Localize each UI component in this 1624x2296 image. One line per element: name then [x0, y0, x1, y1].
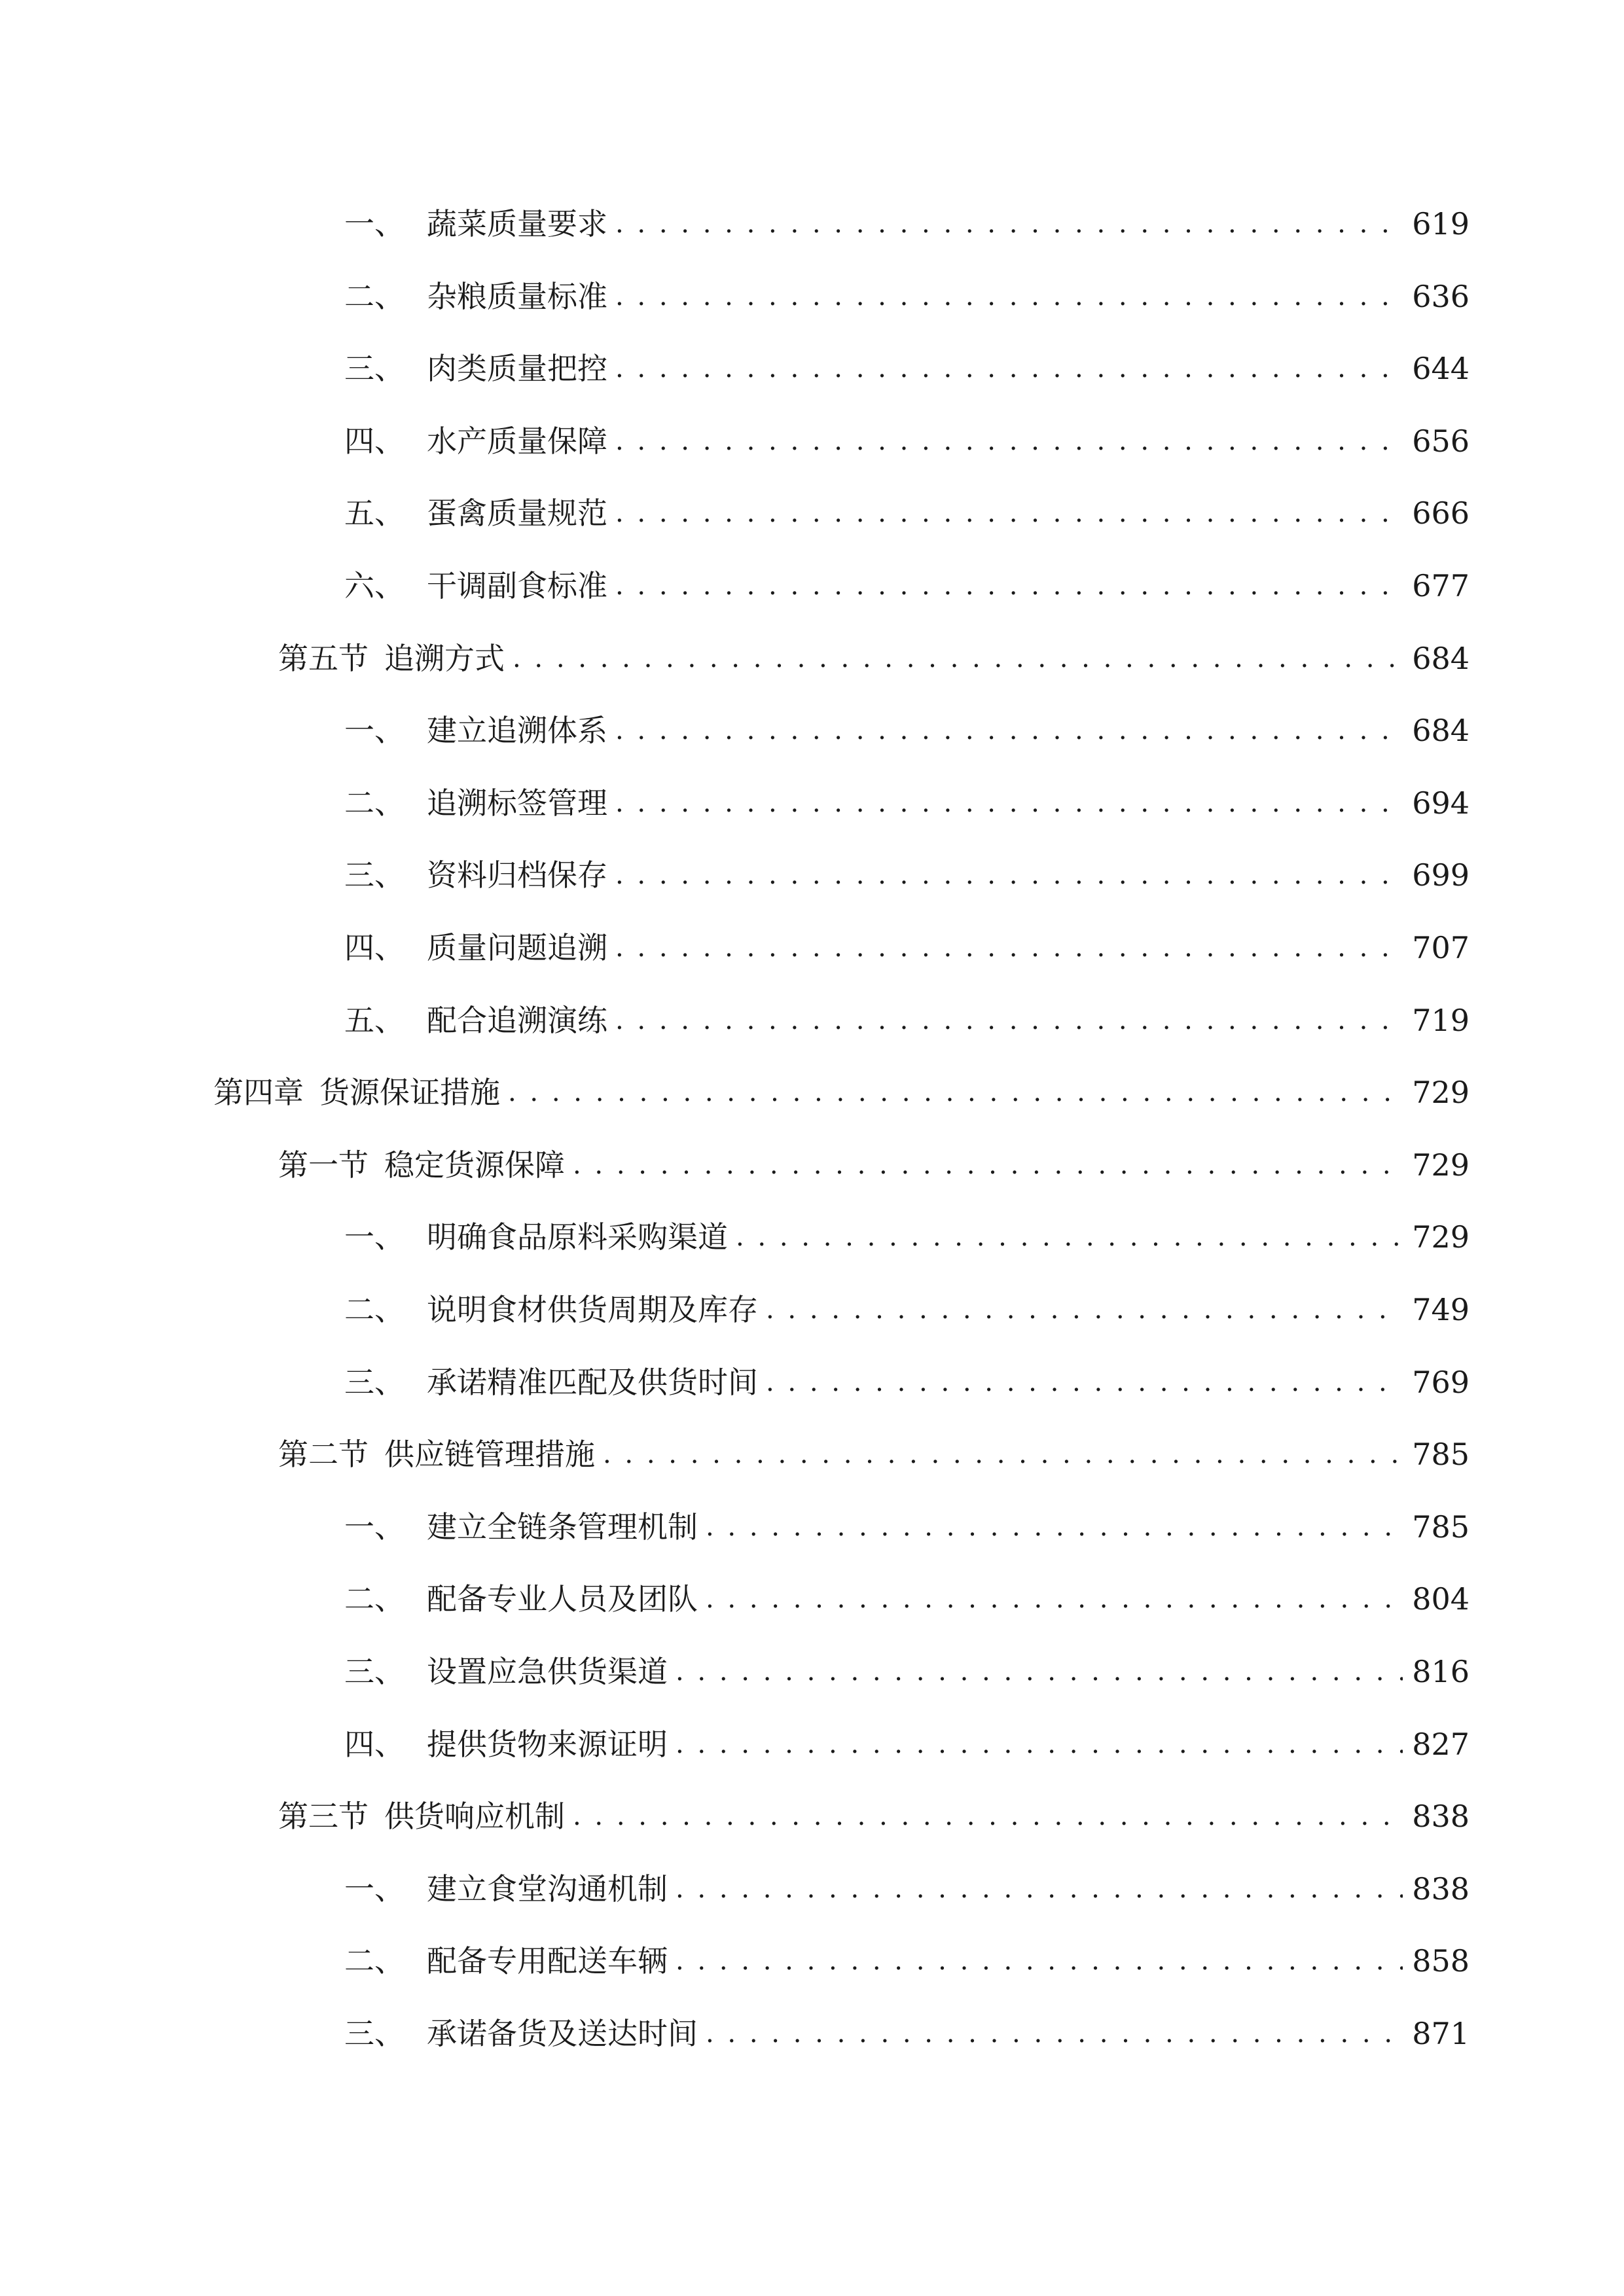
- toc-entry[interactable]: [344, 1348, 1470, 1401]
- toc-entry-page: 729: [1412, 1219, 1470, 1255]
- toc-dot-leader: [513, 640, 1403, 677]
- toc-entry-title: 供应链管理措施: [384, 1437, 595, 1473]
- toc-entry[interactable]: [344, 1276, 1470, 1328]
- toc-entry-title: 说明食材供货周期及库存: [427, 1292, 758, 1327]
- toc-dot-leader: [508, 1074, 1403, 1111]
- toc-entry-number: 第五节: [278, 640, 369, 676]
- toc-entry[interactable]: [344, 769, 1470, 821]
- toc-entry-title: 杂粮质量标准: [427, 278, 607, 314]
- toc-entry-title: 承诺精准匹配及供货时间: [427, 1364, 758, 1400]
- toc-entry[interactable]: [278, 624, 1470, 677]
- toc-entry-number: 二、: [344, 1581, 405, 1617]
- toc-entry[interactable]: [344, 1638, 1470, 1690]
- toc-entry-title: 水产质量保障: [427, 423, 607, 459]
- toc-dot-leader: [676, 1726, 1403, 1763]
- toc-entry-number: 二、: [344, 1943, 405, 1979]
- toc-dot-leader: [615, 567, 1403, 604]
- toc-dot-leader: [706, 1509, 1403, 1545]
- toc-entry-title: 追溯方式: [384, 640, 505, 676]
- toc-entry-number: 三、: [344, 857, 405, 893]
- toc-dot-leader: [766, 1364, 1403, 1401]
- toc-entry[interactable]: [344, 914, 1470, 966]
- toc-dot-leader: [706, 2015, 1403, 2052]
- toc-dot-leader: [615, 206, 1403, 242]
- toc-entry-title: 建立追溯体系: [427, 713, 607, 749]
- toc-entry-number: 一、: [344, 1219, 405, 1255]
- toc-entry-page: 871: [1412, 2016, 1470, 2051]
- toc-entry-number: 四、: [344, 1726, 405, 1762]
- toc-entry-page: 785: [1412, 1509, 1470, 1545]
- toc-entry-number: 三、: [344, 351, 405, 387]
- toc-entry-number: 三、: [344, 1364, 405, 1400]
- toc-entry-page: 619: [1412, 206, 1470, 242]
- toc-entry-page: 677: [1412, 568, 1470, 603]
- toc-entry-title: 肉类质量把控: [427, 351, 607, 387]
- toc-entry[interactable]: [278, 1782, 1470, 1835]
- toc-entry[interactable]: [278, 1131, 1470, 1183]
- toc-dot-leader: [573, 1798, 1403, 1835]
- toc-entry-number: 一、: [344, 1509, 405, 1545]
- toc-entry-title: 质量问题追溯: [427, 930, 607, 965]
- toc-dot-leader: [676, 1653, 1403, 1690]
- toc-entry[interactable]: [344, 479, 1470, 531]
- toc-entry-number: 五、: [344, 1002, 405, 1038]
- toc-entry[interactable]: [344, 1710, 1470, 1763]
- toc-entry[interactable]: [344, 552, 1470, 604]
- toc-entry-title: 资料归档保存: [427, 857, 607, 893]
- toc-entry-page: 858: [1412, 1943, 1470, 1979]
- toc-entry-number: 第一节: [278, 1147, 369, 1183]
- toc-entry-page: 699: [1412, 857, 1470, 893]
- toc-entry-page: 707: [1412, 930, 1470, 965]
- toc-entry-number: 第四章: [213, 1075, 304, 1111]
- toc-dot-leader: [615, 712, 1403, 749]
- toc-entry-title: 配备专用配送车辆: [427, 1943, 668, 1979]
- toc-entry[interactable]: [344, 407, 1470, 459]
- toc-entry[interactable]: [344, 1203, 1470, 1255]
- toc-entry-number: 一、: [344, 713, 405, 749]
- toc-entry[interactable]: [344, 986, 1470, 1039]
- toc-entry-page: 729: [1412, 1075, 1470, 1111]
- toc-entry[interactable]: [344, 841, 1470, 893]
- toc-dot-leader: [603, 1436, 1403, 1473]
- toc-entry-page: 666: [1412, 495, 1470, 531]
- toc-entry-title: 明确食品原料采购渠道: [427, 1219, 728, 1255]
- toc-entry-page: 827: [1412, 1726, 1470, 1762]
- toc-entry-page: 636: [1412, 278, 1470, 314]
- toc-entry[interactable]: [213, 1058, 1470, 1111]
- toc-entry-page: 684: [1412, 640, 1470, 676]
- toc-entry-number: 第二节: [278, 1437, 369, 1473]
- toc-dot-leader: [615, 785, 1403, 821]
- toc-entry-page: 719: [1412, 1002, 1470, 1038]
- toc-entry-title: 建立全链条管理机制: [427, 1509, 698, 1545]
- toc-entry[interactable]: [344, 334, 1470, 387]
- toc-entry-title: 配合追溯演练: [427, 1002, 607, 1038]
- toc-entry-page: 644: [1412, 351, 1470, 387]
- toc-entry[interactable]: [344, 696, 1470, 749]
- toc-entry-title: 提供货物来源证明: [427, 1726, 668, 1762]
- toc-entry-title: 承诺备货及送达时间: [427, 2016, 698, 2051]
- toc-entry[interactable]: [278, 1420, 1470, 1473]
- toc-entry[interactable]: [344, 2000, 1470, 2052]
- toc-dot-leader: [676, 1871, 1403, 1907]
- toc-dot-leader: [676, 1943, 1403, 1979]
- toc-entry-number: 一、: [344, 1871, 405, 1907]
- toc-entry-page: 749: [1412, 1292, 1470, 1327]
- toc-dot-leader: [706, 1581, 1403, 1617]
- toc-entry-page: 656: [1412, 423, 1470, 459]
- toc-dot-leader: [766, 1291, 1403, 1328]
- toc-dot-leader: [615, 857, 1403, 893]
- toc-dot-leader: [736, 1219, 1403, 1255]
- toc-dot-leader: [615, 929, 1403, 966]
- toc-dot-leader: [615, 278, 1403, 315]
- toc-entry-title: 配备专业人员及团队: [427, 1581, 698, 1617]
- toc-entry-title: 稳定货源保障: [384, 1147, 565, 1183]
- toc-entry-number: 一、: [344, 206, 405, 242]
- toc-entry[interactable]: [344, 1493, 1470, 1545]
- toc-entry-page: 694: [1412, 785, 1470, 821]
- toc-entry[interactable]: [344, 1565, 1470, 1617]
- toc-entry-number: 二、: [344, 278, 405, 314]
- toc-entry-title: 设置应急供货渠道: [427, 1654, 668, 1689]
- toc-entry[interactable]: [344, 1855, 1470, 1907]
- toc-entry-page: 838: [1412, 1799, 1470, 1835]
- toc-entry-page: 838: [1412, 1871, 1470, 1907]
- toc-entry-page: 684: [1412, 713, 1470, 749]
- toc-entry-number: 三、: [344, 1654, 405, 1689]
- toc-entry-title: 货源保证措施: [319, 1075, 500, 1111]
- toc-entry-number: 二、: [344, 1292, 405, 1327]
- toc-dot-leader: [615, 1002, 1403, 1039]
- toc-entry-number: 六、: [344, 568, 405, 603]
- toc-entry-number: 三、: [344, 2016, 405, 2051]
- toc-entry-page: 804: [1412, 1581, 1470, 1617]
- toc-dot-leader: [573, 1147, 1403, 1183]
- toc-dot-leader: [615, 495, 1403, 531]
- toc-entry[interactable]: [344, 1927, 1470, 1979]
- toc-dot-leader: [615, 350, 1403, 387]
- toc-entry-page: 816: [1412, 1654, 1470, 1689]
- toc-entry[interactable]: [344, 190, 1470, 242]
- toc-entry-number: 第三节: [278, 1799, 369, 1835]
- toc-entry-title: 追溯标签管理: [427, 785, 607, 821]
- toc-entry-number: 五、: [344, 495, 405, 531]
- toc-entry-title: 蔬菜质量要求: [427, 206, 607, 242]
- toc-entry-page: 729: [1412, 1147, 1470, 1183]
- toc-entry-title: 建立食堂沟通机制: [427, 1871, 668, 1907]
- toc-entry-title: 蛋禽质量规范: [427, 495, 607, 531]
- toc-entry-title: 干调副食标准: [427, 568, 607, 603]
- toc-dot-leader: [615, 423, 1403, 459]
- toc-entry-page: 785: [1412, 1437, 1470, 1473]
- toc-entry-number: 四、: [344, 930, 405, 965]
- toc-entry-title: 供货响应机制: [384, 1799, 565, 1835]
- toc-entry-number: 二、: [344, 785, 405, 821]
- toc-entry-page: 769: [1412, 1364, 1470, 1400]
- toc-entry-number: 四、: [344, 423, 405, 459]
- toc-entry[interactable]: [344, 262, 1470, 315]
